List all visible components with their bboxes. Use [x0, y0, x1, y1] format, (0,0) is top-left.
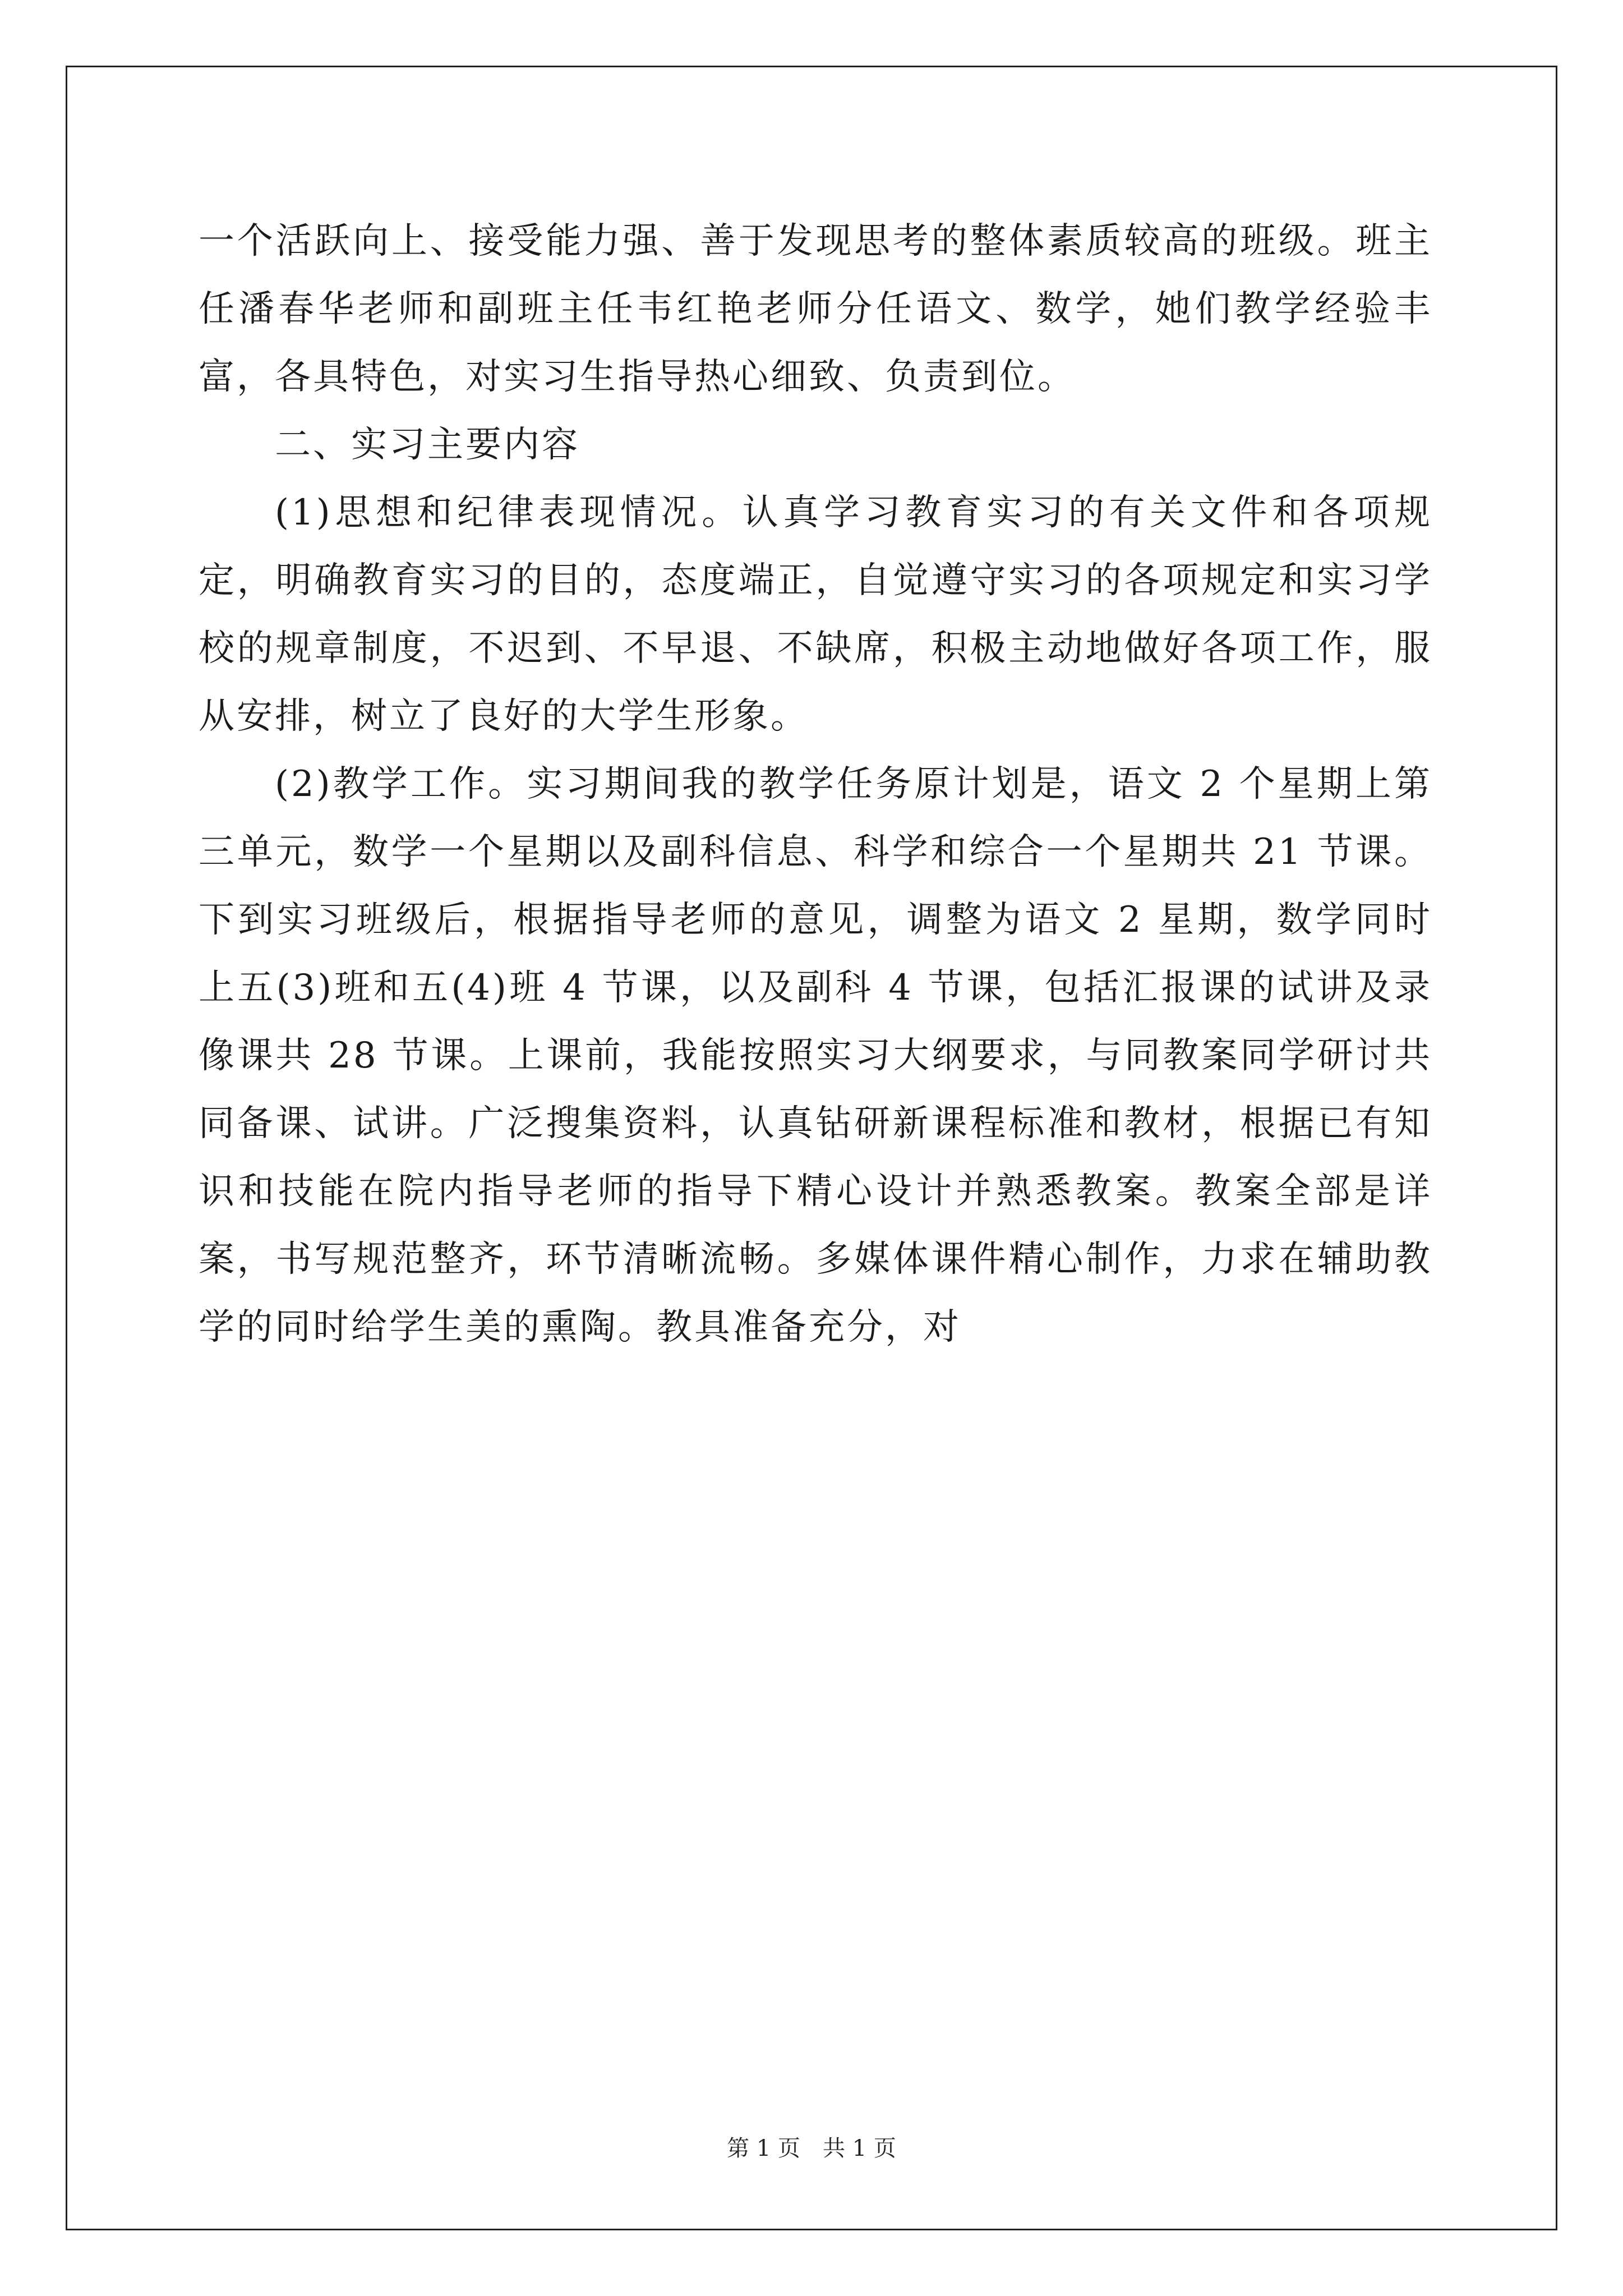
paragraph-class-intro: 一个活跃向上、接受能力强、善于发现思考的整体素质较高的班级。班主任潘春华老师和副班主任韦红艳老师分任语文、数学，她们教学经验丰富，各具特色，对实习生指导热心细致、负责到位。 [199, 220, 1432, 398]
paragraph-teaching-work: (2)教学工作。实习期间我的教学任务原计划是，语文 2 个星期上第三单元，数学一个星期以及副科信息、科学和综合一个星期共 21 节课。下到实习班级后，根据指导老师的意见，调整为语文 2 星期，数学同时上五(3)班和五(4)班 4 节课，以及副科 4 节课，包括汇报课的试讲及录像课共 28 节课。上课前，我能按照实习大纲要求，与同教案同学研讨共同备课、试讲。广泛搜集资料，认真钻研新课程标准和教材，根据已有知识和技能在院内指导老师的指导下精心设计并熟悉教案。教案全部是详案，书写规范整齐，环节清晰流畅。多媒体课件精心制作，力求在辅助教学的同时给学生美的熏陶。教具准备充分，对 [199, 763, 1432, 1348]
section-heading-internship-content: 二、实习主要内容 [275, 424, 580, 466]
page-total: 共 1 页 [823, 2136, 896, 2161]
document-body [199, 208, 1432, 1361]
paragraph-discipline: (1)思想和纪律表现情况。认真学习教育实习的有关文件和各项规定，明确教育实习的目的，态度端正，自觉遵守实习的各项规定和实习学校的规章制度，不迟到、不早退、不缺席，积极主动地做好各项工作，服从安排，树立了良好的大学生形象。 [199, 492, 1432, 737]
page-footer [0, 2132, 1623, 2165]
page-number: 第 1 页 [727, 2136, 800, 2161]
